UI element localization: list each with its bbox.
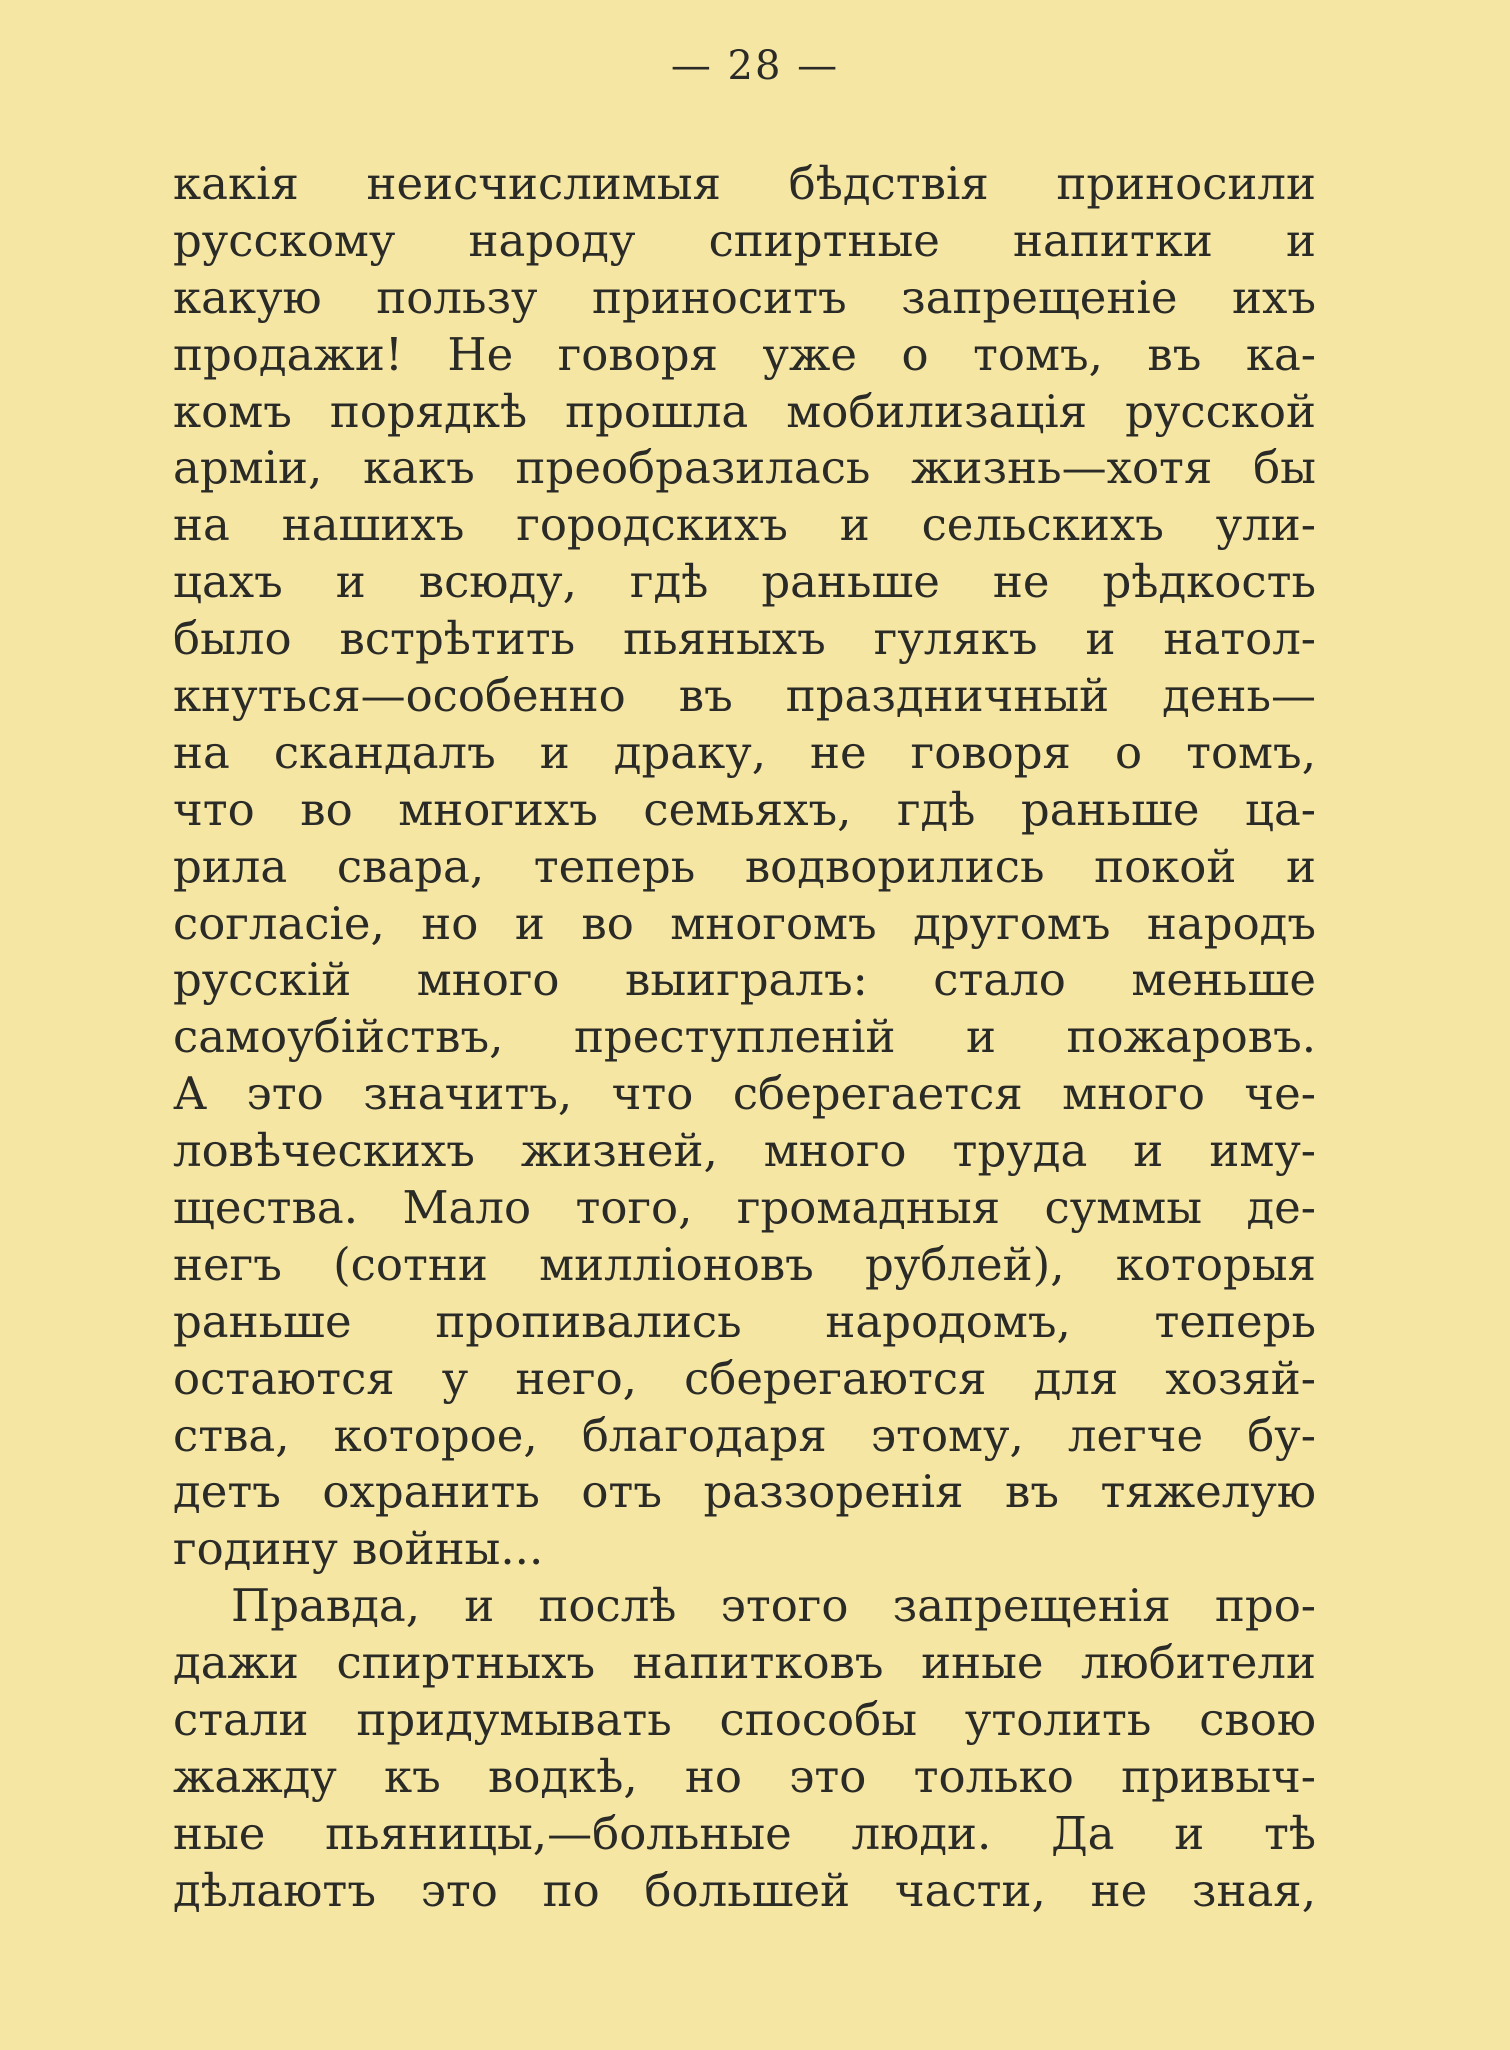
- text-line: на скандалъ и драку, не говоря о томъ,: [173, 725, 1316, 779]
- text-line: негъ (сотни милліоновъ рублей), которыя: [173, 1237, 1316, 1291]
- text-line: жажду къ водкѣ, но это только привыч-: [173, 1749, 1316, 1803]
- text-line: кнуться—особенно въ праздничный день—: [173, 669, 1316, 723]
- page-number: — 28 —: [670, 43, 840, 89]
- text-line: ные пьяницы,—больные люди. Да и тѣ: [173, 1806, 1316, 1860]
- text-line: арміи, какъ преобразилась жизнь—хотя бы: [173, 441, 1316, 495]
- paragraph-first-line: Правда, и послѣ этого запрещенія про-: [231, 1579, 1316, 1633]
- text-line: на нашихъ городскихъ и сельскихъ ули-: [173, 498, 1316, 552]
- text-line: детъ охранить отъ раззоренія въ тяжелую: [173, 1465, 1316, 1519]
- text-line: какую пользу приноситъ запрещеніе ихъ: [173, 270, 1316, 324]
- text-line: щества. Мало того, громадныя суммы де-: [173, 1181, 1316, 1235]
- paragraph-last-line: годину войны...: [173, 1522, 544, 1576]
- text-line: ства, которое, благодаря этому, легче бу-: [173, 1408, 1316, 1462]
- text-line: самоубійствъ, преступленій и пожаровъ.: [173, 1010, 1316, 1064]
- text-line: раньше пропивались народомъ, теперь: [173, 1294, 1316, 1348]
- text-line: дѣлаютъ это по большей части, не зная,: [173, 1863, 1316, 1917]
- text-line: цахъ и всюду, гдѣ раньше не рѣдкость: [173, 555, 1316, 609]
- text-line: ловѣческихъ жизней, много труда и иму-: [173, 1124, 1316, 1178]
- text-line: что во многихъ семьяхъ, гдѣ раньше ца-: [173, 782, 1316, 836]
- text-line: какія неисчислимыя бѣдствія приносили: [173, 157, 1316, 210]
- text-line: комъ порядкѣ прошла мобилизація русской: [173, 384, 1316, 438]
- text-line: остаются у него, сберегаются для хозяй-: [173, 1351, 1316, 1405]
- text-line: стали придумывать способы утолить свою: [173, 1693, 1316, 1747]
- text-line: рила свара, теперь водворились покой и: [173, 839, 1316, 893]
- text-line: русскому народу спиртные напитки и: [173, 213, 1316, 267]
- body-text: [173, 156, 1316, 1920]
- text-line: русскій много выигралъ: стало меньше: [173, 953, 1316, 1007]
- text-line: дажи спиртныхъ напитковъ иные любители: [173, 1636, 1316, 1690]
- text-line: согласіе, но и во многомъ другомъ народъ: [173, 896, 1316, 950]
- text-line: было встрѣтить пьяныхъ гулякъ и натол-: [173, 612, 1316, 666]
- text-line: продажи! Не говоря уже о томъ, въ ка-: [173, 327, 1316, 381]
- text-line: А это значитъ, что сберегается много че-: [173, 1067, 1316, 1121]
